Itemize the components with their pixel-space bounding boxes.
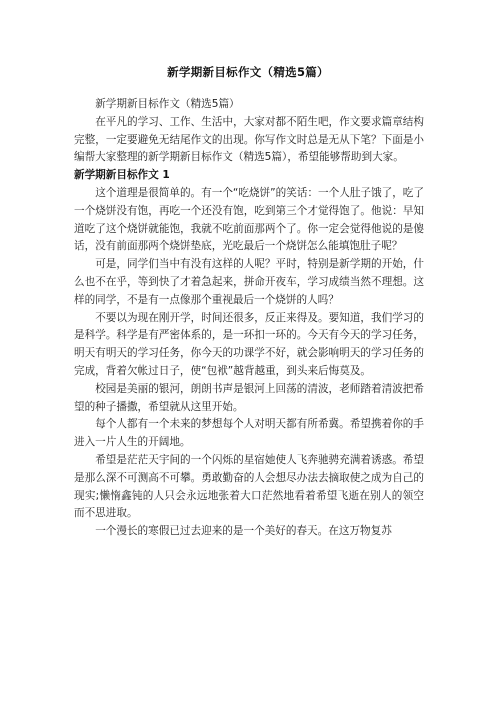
body-paragraph: 一个漫长的寒假已过去迎来的是一个美好的春天。在这万物复苏 <box>95 525 392 538</box>
body-paragraph: 每个人都有一个未来的梦想每个人对明天都有所希冀。希望携着你的手进入一片人生的开阔地。 <box>74 418 424 449</box>
document-body <box>74 96 424 541</box>
body-paragraph: 希望是茫茫天宇间的一个闪烁的星宿她使人飞奔驰骋充满着诱惑。希望是那么深不可测高不可攀。勇敢勤奋的人会想尽办法去摘取使之成为自己的现实;懒惰鑫钝的人只会永远地张着大口茫然地看着希望飞逝在别人的领空而不思进取。 <box>74 453 424 520</box>
body-paragraph: 校园是美丽的银河，朗朗书声是银河上回荡的清波，老师踏着清波把希望的种子播撒，希望就从这里开始。 <box>74 382 424 413</box>
body-paragraph: 可是，同学们当中有没有这样的人呢？平时，特别是新学期的开始，什么也不在乎，等到快了才着急起来，拼命开夜车，学习成绩当然不理想。这样的同学，不是有一点像那个重视最后一个烧饼的人吗？ <box>74 258 424 306</box>
subtitle-paragraph: 新学期新目标作文（精选5篇） <box>95 98 240 110</box>
intro-paragraph: 在平凡的学习、工作、生活中，大家对都不陌生吧，作文要求篇章结构完整，一定要避免无结尾作文的出现。你写作文时总是无从下笔？下面是小编帮大家整理的新学期新目标作文（精选5篇），希望能够帮助到大家。 <box>74 115 424 164</box>
body-paragraph: 不要以为现在刚开学，时间还很多，反正来得及。要知道，我们学习的是科学。科学是有严密体系的，是一环扣一环的。今天有今天的学习任务，明天有明天的学习任务，你今天的功课学不好，就会影响明天的学习任务的完成，背着欠帐过日子，使“包袱”越背越重，到头来后悔莫及。 <box>74 311 424 377</box>
body-paragraph: 这个道理是很简单的。有一个“吃烧饼”的笑话：一个人肚子饿了，吃了一个烧饼没有饱，再吃一个还没有饱，吃到第三个才觉得饱了。他说：早知道吃了这个烧饼就能饱，我就不吃前面那两个了。你一定会觉得他说的是傻话，没有前面那两个烧饼垫底，光吃最后一个烧饼怎么能填饱肚子呢？ <box>74 186 424 253</box>
document-title: 新学期新目标作文（精选5篇） <box>167 65 329 79</box>
section-heading: 新学期新目标作文 1 <box>74 169 170 182</box>
